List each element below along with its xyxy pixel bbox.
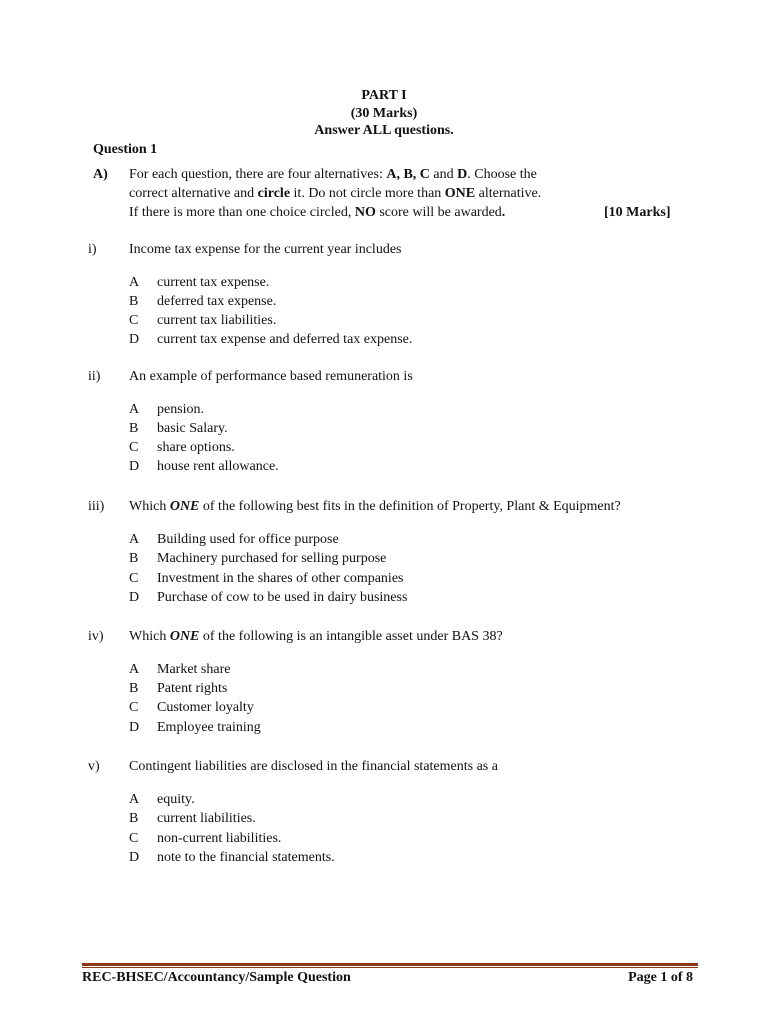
- text-span: correct alternative and: [129, 186, 258, 201]
- option-text: Market share: [157, 662, 231, 677]
- text-span: If there is more than one choice circled,: [129, 205, 355, 220]
- option-text: Purchase of cow to be used in dairy business: [157, 590, 408, 605]
- bold-span: circle: [257, 186, 291, 201]
- option-text: Customer loyalty: [157, 700, 254, 715]
- option-text: deferred tax expense.: [157, 294, 277, 309]
- question-text: [129, 627, 503, 646]
- text-span: alternative.: [475, 186, 542, 201]
- section-a-label: A): [93, 167, 108, 182]
- text-span: of the following is an intangible asset under BAS 38?: [199, 629, 503, 644]
- option-text: Employee training: [157, 720, 261, 735]
- option-text: current tax expense and deferred tax expense.: [157, 332, 413, 347]
- text-span: Which: [129, 629, 170, 644]
- section-a-line-1: [129, 165, 537, 184]
- option-letter: C: [129, 440, 139, 455]
- question-number: iv): [88, 629, 104, 644]
- question-text: Contingent liabilities are disclosed in the financial statements as a: [129, 759, 498, 774]
- option-letter: A: [129, 532, 140, 547]
- option-text: house rent allowance.: [157, 459, 279, 474]
- option-letter: C: [129, 313, 139, 328]
- option-letter: D: [129, 850, 140, 865]
- emphasis-span: ONE: [169, 499, 200, 514]
- question-title: Question 1: [93, 142, 158, 157]
- option-letter: D: [129, 720, 140, 735]
- option-text: basic Salary.: [157, 421, 228, 436]
- question-text: Income tax expense for the current year includes: [129, 242, 402, 257]
- text-span: For each question, there are four alternatives:: [129, 167, 387, 182]
- marks-heading: (30 Marks): [350, 106, 418, 121]
- question-number: iii): [88, 499, 105, 514]
- section-a-line-3: [129, 203, 505, 222]
- footer-page-number: Page 1 of 8: [628, 970, 693, 985]
- footer-left-text: REC-BHSEC/Accountancy/Sample Question: [82, 970, 351, 985]
- bold-span: ONE: [444, 186, 476, 201]
- option-letter: D: [129, 459, 140, 474]
- option-text: share options.: [157, 440, 235, 455]
- option-letter: B: [129, 551, 139, 566]
- question-number: v): [88, 759, 100, 774]
- option-text: equity.: [157, 792, 195, 807]
- text-span: of the following best fits in the definition of Property, Plant & Equipment?: [199, 499, 621, 514]
- option-letter: A: [129, 662, 140, 677]
- option-letter: D: [129, 332, 140, 347]
- option-text: pension.: [157, 402, 205, 417]
- option-letter: A: [129, 275, 140, 290]
- question-number: i): [88, 242, 97, 257]
- question-text: An example of performance based remuneration is: [129, 369, 413, 384]
- footer-rule-thin: [82, 967, 698, 968]
- option-text: Machinery purchased for selling purpose: [157, 551, 387, 566]
- question-text: [129, 497, 621, 516]
- text-span: it. Do not circle more than: [290, 186, 445, 201]
- section-a-marks: [10 Marks]: [604, 205, 671, 220]
- option-letter: C: [129, 700, 139, 715]
- question-number: ii): [88, 369, 101, 384]
- option-letter: A: [129, 402, 140, 417]
- option-letter: B: [129, 421, 139, 436]
- option-letter: D: [129, 590, 140, 605]
- option-letter: C: [129, 571, 139, 586]
- section-a-line-2: [129, 184, 541, 203]
- footer-rule-thick: [82, 963, 698, 966]
- bold-span: NO: [354, 205, 376, 220]
- bold-span: .: [501, 205, 506, 220]
- text-span: and: [429, 167, 458, 182]
- option-letter: B: [129, 681, 139, 696]
- text-span: . Choose the: [467, 167, 537, 182]
- text-span: Which: [129, 499, 170, 514]
- option-text: current liabilities.: [157, 811, 256, 826]
- option-text: Investment in the shares of other companies: [157, 571, 404, 586]
- instruction-heading: Answer ALL questions.: [314, 123, 454, 138]
- option-letter: C: [129, 831, 139, 846]
- option-text: current tax expense.: [157, 275, 270, 290]
- option-letter: A: [129, 792, 140, 807]
- bold-span: A, B, C: [386, 167, 430, 182]
- option-letter: B: [129, 294, 139, 309]
- option-text: note to the financial statements.: [157, 850, 335, 865]
- part-heading: PART I: [361, 88, 407, 103]
- option-text: current tax liabilities.: [157, 313, 277, 328]
- option-text: Patent rights: [157, 681, 228, 696]
- option-letter: B: [129, 811, 139, 826]
- text-span: score will be awarded: [375, 205, 502, 220]
- option-text: non-current liabilities.: [157, 831, 282, 846]
- bold-span: D: [457, 167, 468, 182]
- emphasis-span: ONE: [169, 629, 200, 644]
- option-text: Building used for office purpose: [157, 532, 339, 547]
